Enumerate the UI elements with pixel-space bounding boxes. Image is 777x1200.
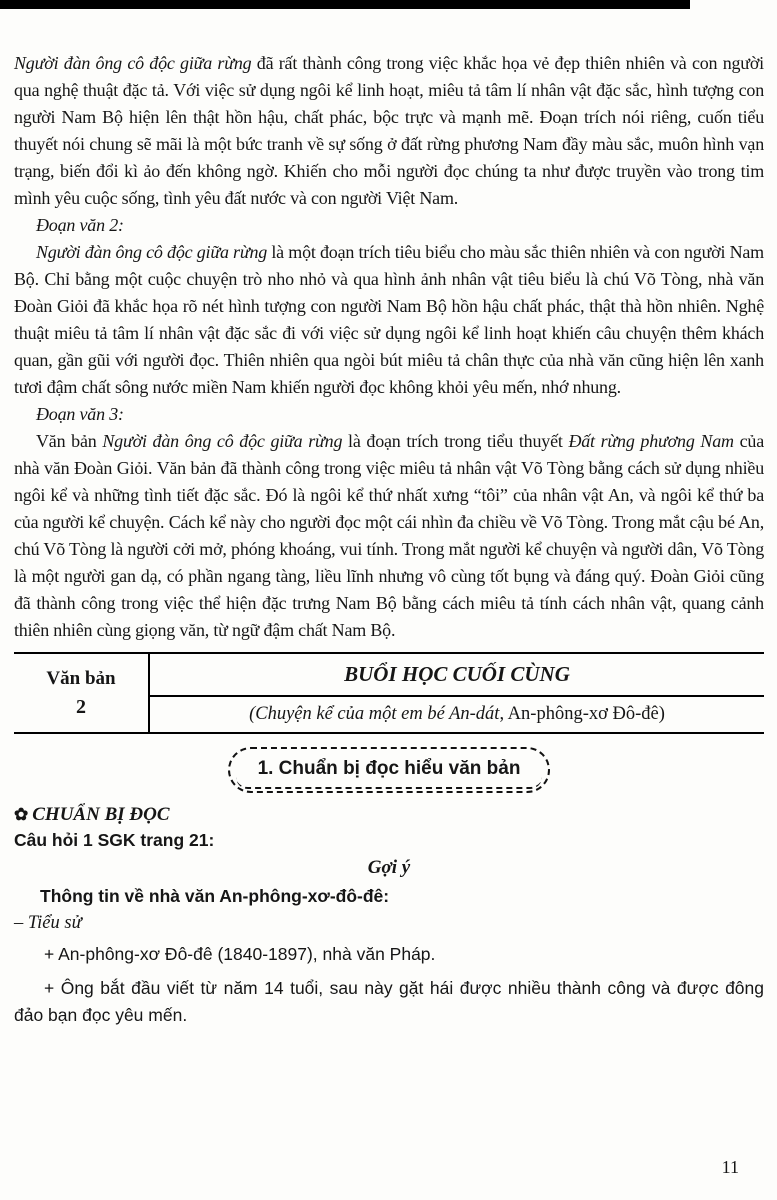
lesson-header-table bbox=[14, 652, 764, 734]
essay-paragraph-3-text: của nhà văn Đoàn Giỏi. Văn bản đã thành công trong việc miêu tả nhân vật Võ Tòng bằng cách sử dụng nhiều ngôi kể và những tình tiết đặc sắc. Đó là ngôi kể thứ nhất xưng “tôi” của nhân vật An, và ngôi kể thứ ba của người kể chuyện. Cách kể này cho người đọc một cái nhìn đa chiều về Võ Tòng. Trong mắt cậu bé An, chú Võ Tòng là người cởi mở, phóng khoáng, vui tính. Trong mắt người kể chuyện và người dân, Võ Tòng là một người gan dạ, có phần ngang tàng, liều lĩnh nhưng vô cùng tốt bụng và đáng quý. Đoàn Giỏi cũng đã thành công trong việc thể hiện đặc trưng Nam Bộ bằng cách miêu tả tính cách nhân vật, quang cảnh thiên nhiên cùng giọng văn, từ ngữ đậm chất Nam Bộ. bbox=[14, 431, 764, 640]
page-number: 11 bbox=[721, 1157, 739, 1177]
work-title-italic: Người đàn ông cô độc giữa rừng bbox=[102, 431, 343, 451]
essay-paragraph-3-lead: Văn bản bbox=[36, 431, 103, 451]
lesson-subtitle-story: (Chuyện kể của một em bé An-dát bbox=[249, 704, 500, 724]
book-title-italic: Đất rừng phương Nam bbox=[568, 431, 734, 451]
author-fact-1: + An-phông-xơ Đô-đê (1840-1897), nhà văn Pháp. bbox=[44, 944, 436, 964]
author-info-heading: Thông tin về nhà văn An-phông-xơ-đô-đê: bbox=[40, 886, 390, 906]
lesson-title: BUỔI HỌC CUỐI CÙNG bbox=[150, 654, 764, 697]
essay-paragraph-1-text: đã rất thành công trong việc khắc họa vẻ đẹp thiên nhiên và con người qua nghệ thuật đặc tả. Với việc sử dụng ngôi kể linh hoạt, miêu tả tâm lí nhân vật đặc sắc, hình tượng con người Nam Bộ hiện lên thật hồn hậu, chất phác, bộc trực và mạnh mẽ. Đoạn trích nói riêng, cuốn tiểu thuyết nói chung sẽ mãi là một bức tranh về sự sống ở đất rừng phương Nam đầy màu sắc, muôn hình vạn trạng, biến đổi kì ảo đến không ngờ. Khiến cho mỗi người đọc chúng ta như được truyền vào trong tim mình yêu cuộc sống, tình yêu đất nước và con người Việt Nam. bbox=[14, 53, 764, 208]
lesson-subtitle-author: , An-phông-xơ Đô-đê) bbox=[499, 704, 665, 724]
bio-dash: – bbox=[14, 913, 28, 933]
flower-icon: ✿ bbox=[14, 805, 29, 824]
essay-label-3: Đoạn văn 3: bbox=[36, 404, 124, 424]
essay-paragraph-2 bbox=[14, 239, 764, 401]
page-top-decoration-bar bbox=[0, 0, 690, 9]
section-banner-label: 1. Chuẩn bị đọc hiểu văn bản bbox=[257, 758, 521, 779]
essay-paragraph-2-text: là một đoạn trích tiêu biểu cho màu sắc thiên nhiên và con người Nam Bộ. Chỉ bằng một cuộc chuyện trò nho nhỏ và qua hình ảnh nhân vật tiêu biểu là chú Võ Tòng, nhà văn Đoàn Giỏi đã khắc họa rõ nét hình tượng con người Nam Bộ hồn hậu chất phác, thật thà hồn nhiên. Nghệ thuật miêu tả tâm lí nhân vật đặc sắc đi với việc sử dụng ngôi kể linh hoạt khiến câu chuyện thêm khách quan, gần gũi với người đọc. Thiên nhiên qua ngòi bút miêu tả chân thực của nhà văn cũng hiện lên xanh tươi đậm chất sông nước miền Nam khiến người đọc không khỏi yêu mến, nhớ nhung. bbox=[14, 242, 764, 397]
section-banner bbox=[228, 747, 551, 793]
essay-paragraph-3-mid: là đoạn trích trong tiểu thuyết bbox=[342, 431, 569, 451]
author-fact-2: + Ông bắt đầu viết từ năm 14 tuổi, sau này gặt hái được nhiều thành công và được đông đảo bạn đọc yêu mến. bbox=[14, 978, 764, 1025]
lesson-number-cell bbox=[14, 654, 150, 732]
prep-heading-text: CHUẨN BỊ ĐỌC bbox=[32, 804, 170, 825]
essay-label-2: Đoạn văn 2: bbox=[36, 215, 124, 235]
hint-label: Gợi ý bbox=[367, 857, 411, 878]
essay-paragraph-1 bbox=[14, 50, 764, 212]
lesson-title-cell bbox=[150, 654, 764, 732]
prep-heading bbox=[14, 804, 764, 826]
section-banner-row bbox=[14, 747, 764, 793]
bio-label-text: Tiểu sử bbox=[27, 913, 82, 933]
essay-paragraph-3 bbox=[14, 428, 764, 644]
question-label: Câu hỏi 1 SGK trang 21: bbox=[14, 830, 215, 850]
page-content bbox=[14, 50, 764, 1029]
lesson-subtitle bbox=[150, 697, 764, 732]
bio-label bbox=[14, 913, 764, 934]
lesson-number: 2 bbox=[76, 695, 86, 718]
work-title-italic: Người đàn ông cô độc giữa rừng bbox=[14, 53, 252, 73]
lesson-label: Văn bản bbox=[46, 667, 116, 689]
work-title-italic: Người đàn ông cô độc giữa rừng bbox=[36, 242, 268, 262]
